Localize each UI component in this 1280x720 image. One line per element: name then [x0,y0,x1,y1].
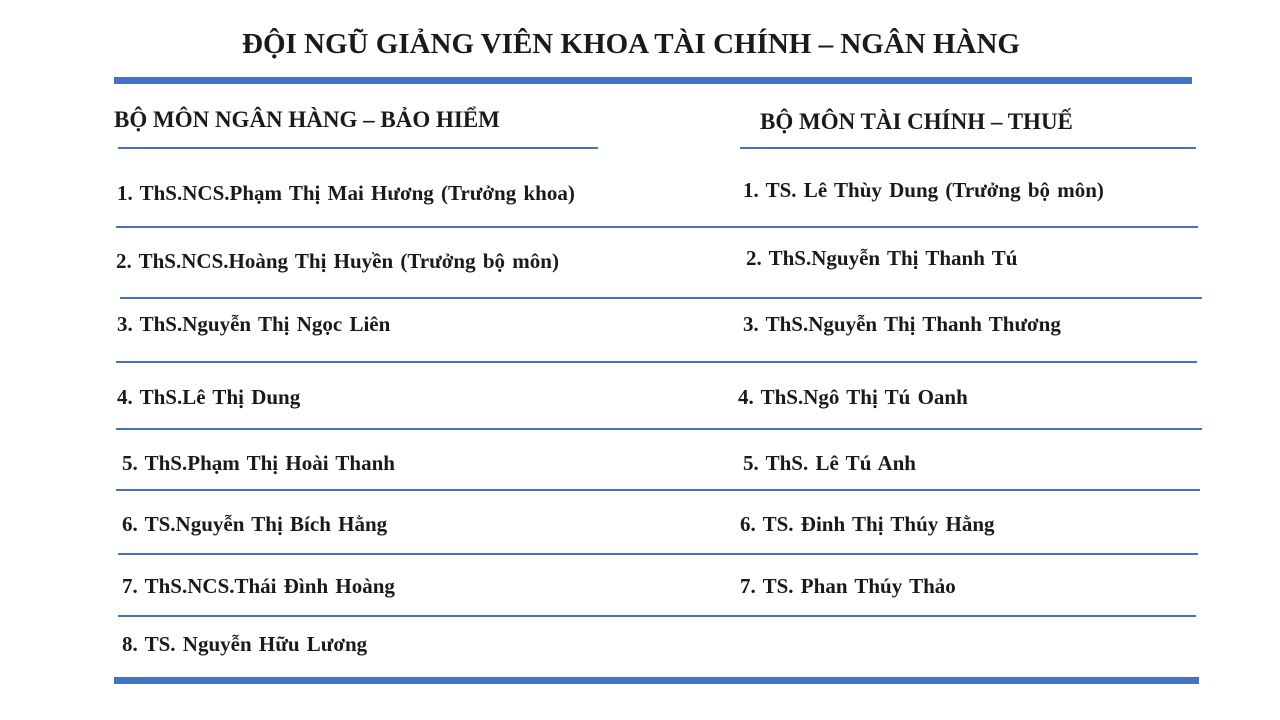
member-left-7: 7. ThS.NCS.Thái Đình Hoàng [122,574,395,598]
member-left-3: 3. ThS.Nguyễn Thị Ngọc Liên [117,312,391,336]
member-right-1: 1. TS. Lê Thùy Dung (Trưởng bộ môn) [743,178,1104,202]
row-rule-5 [116,489,1200,491]
department-heading-finance-tax: BỘ MÔN TÀI CHÍNH – THUẾ [760,109,1073,134]
page-title: ĐỘI NGŨ GIẢNG VIÊN KHOA TÀI CHÍNH – NGÂN HÀNG [242,28,1020,60]
member-left-4: 4. ThS.Lê Thị Dung [117,385,301,409]
row-rule-7 [118,615,1196,617]
member-right-5: 5. ThS. Lê Tú Anh [743,451,916,475]
member-left-5: 5. ThS.Phạm Thị Hoài Thanh [122,451,395,475]
member-left-2: 2. ThS.NCS.Hoàng Thị Huyền (Trưởng bộ môn) [116,249,559,273]
row-rule-6 [118,553,1198,555]
row-rule-2 [120,297,1202,299]
member-right-6: 6. TS. Đinh Thị Thúy Hằng [740,512,995,536]
member-left-6: 6. TS.Nguyễn Thị Bích Hằng [122,512,388,536]
bottom-divider-bar [114,677,1199,684]
row-rule-1 [116,226,1198,228]
member-left-8: 8. TS. Nguyễn Hữu Lương [122,632,368,656]
heading-rule-left [118,147,598,149]
member-right-2: 2. ThS.Nguyễn Thị Thanh Tú [746,246,1018,270]
member-right-3: 3. ThS.Nguyễn Thị Thanh Thương [743,312,1061,336]
member-right-7: 7. TS. Phan Thúy Thảo [740,574,956,598]
row-rule-3 [116,361,1197,363]
row-rule-4 [116,428,1202,430]
member-left-1: 1. ThS.NCS.Phạm Thị Mai Hương (Trưởng khoa) [117,181,575,205]
member-right-4: 4. ThS.Ngô Thị Tú Oanh [738,385,968,409]
top-divider-bar [114,77,1192,84]
heading-rule-right [740,147,1196,149]
department-heading-banking-insurance: BỘ MÔN NGÂN HÀNG – BẢO HIỂM [114,107,500,132]
